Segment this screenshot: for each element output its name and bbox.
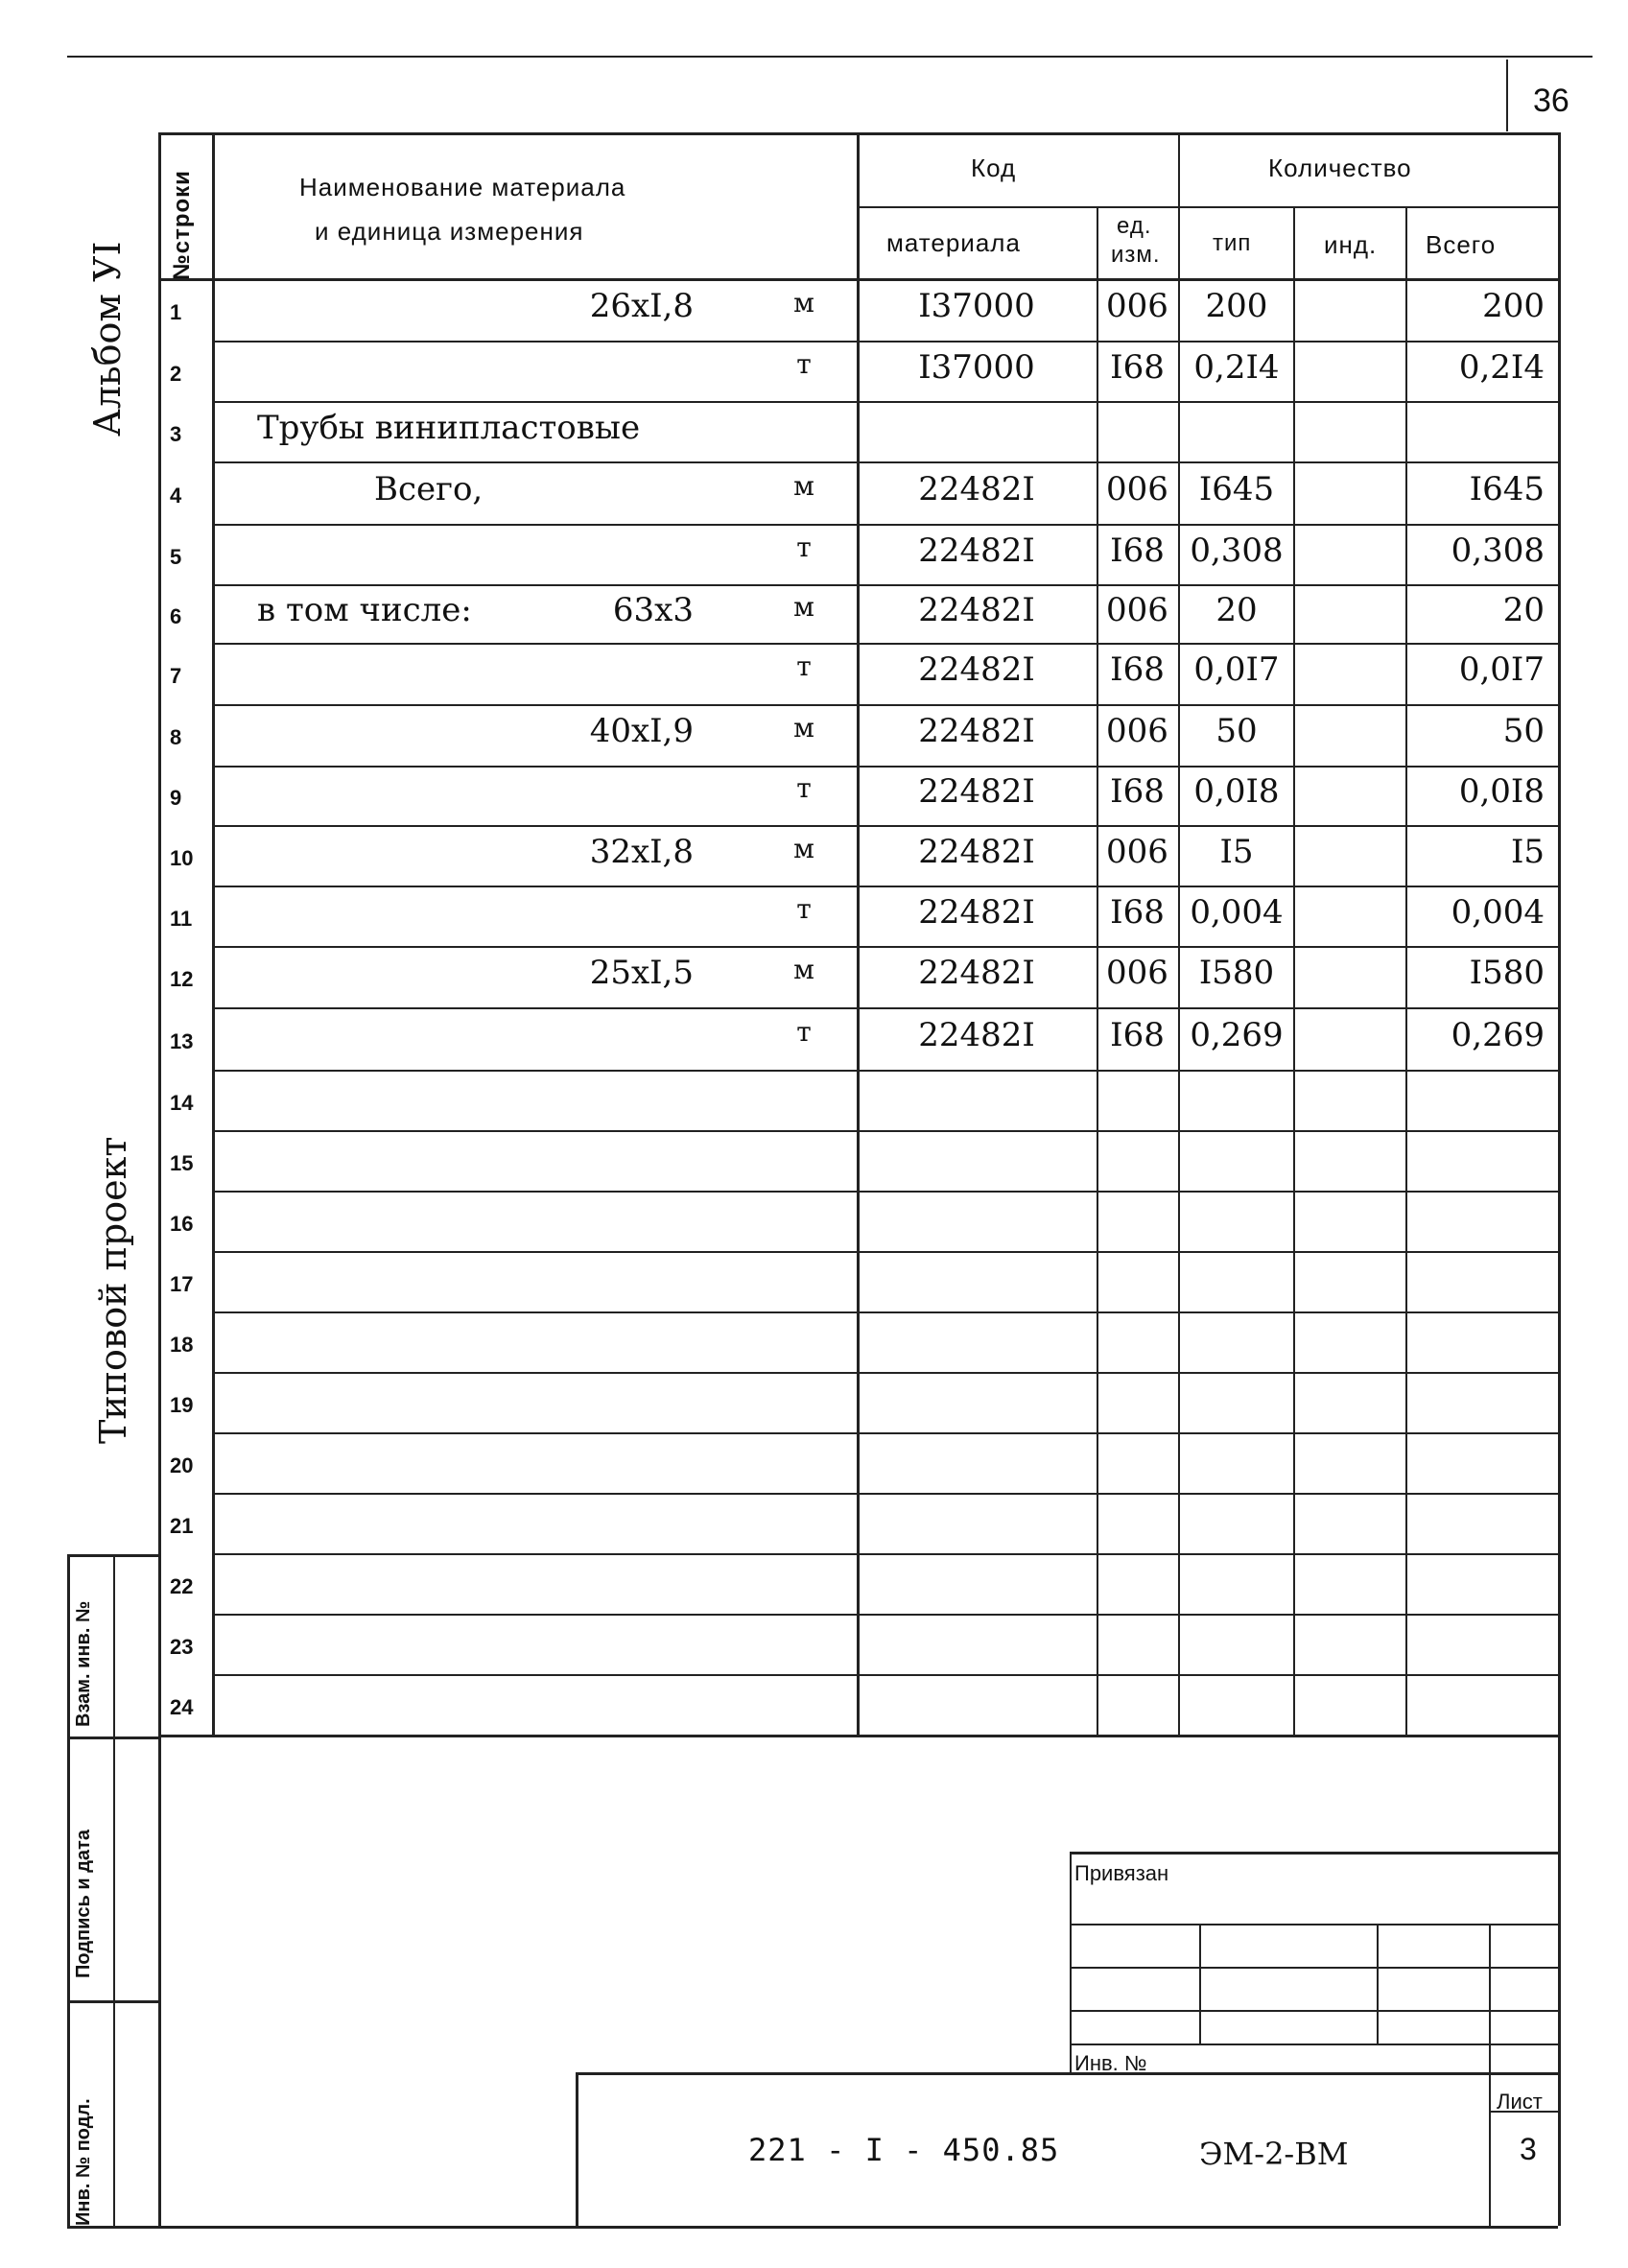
unit-code: 006 <box>1106 832 1168 871</box>
quantity-typ: 0,0I7 <box>1193 650 1280 689</box>
table-row-line <box>212 1191 1558 1193</box>
header-unit-line2: изм. <box>1111 242 1161 268</box>
row-number: 17 <box>170 1271 194 1296</box>
table-row-line <box>212 524 1558 526</box>
tb-bottom-left <box>576 2072 578 2226</box>
tb-top <box>1070 1852 1558 1855</box>
unit-symbol: т <box>796 347 812 380</box>
tb-col2 <box>1377 1924 1379 2044</box>
table-left-border <box>158 132 161 1735</box>
table-row-line <box>212 1251 1558 1253</box>
table-row-line <box>212 886 1558 887</box>
quantity-total: I5 <box>1510 832 1545 871</box>
quantity-typ: 0,308 <box>1190 531 1284 570</box>
material-size: 25xI,5 <box>589 954 694 992</box>
unit-code: I68 <box>1110 772 1165 811</box>
header-divider <box>857 206 1558 208</box>
frame-left <box>158 1735 161 2226</box>
quantity-total: 0,0I7 <box>1458 650 1545 689</box>
unit-symbol: т <box>796 892 812 925</box>
row-number: 9 <box>170 786 182 810</box>
table-row-line <box>212 766 1558 768</box>
table-row-line <box>212 1493 1558 1495</box>
frame-bottom <box>67 2226 1558 2229</box>
table-row-line <box>212 704 1558 706</box>
row-number: 11 <box>170 906 193 931</box>
material-size: 63x3 <box>612 590 694 629</box>
row-number: 22 <box>170 1573 194 1598</box>
header-typ: тип <box>1213 230 1252 256</box>
table-row-line <box>212 1674 1558 1676</box>
quantity-typ: I5 <box>1219 832 1254 871</box>
material-code: 22482I <box>918 712 1035 750</box>
header-ind: инд. <box>1324 230 1378 259</box>
table-row-line <box>212 1432 1558 1434</box>
quantity-total: 20 <box>1502 590 1545 629</box>
stamp-mid <box>113 1554 115 2226</box>
album-label: Альбом УI <box>86 241 129 437</box>
table-row-line <box>212 946 1558 948</box>
material-name: в том числе: <box>257 590 472 629</box>
typ-divider <box>1293 206 1295 1735</box>
material-code: I37000 <box>918 286 1035 325</box>
quantity-total: 0,2I4 <box>1458 347 1545 387</box>
table-row-line <box>212 1553 1558 1555</box>
tb-row2 <box>1070 1967 1558 1969</box>
header-material: материала <box>886 228 1021 257</box>
frame-right <box>1558 1735 1561 2226</box>
row-number: 7 <box>170 664 182 688</box>
material-code: I37000 <box>918 347 1035 387</box>
row-number: 18 <box>170 1332 194 1357</box>
stamp-top <box>67 1554 158 1557</box>
material-size: 26xI,8 <box>589 286 694 325</box>
header-total: Всего <box>1426 230 1497 259</box>
inv-label: Инв. № <box>1074 2051 1147 2075</box>
stamp-label-inv: Инв. № подл. <box>73 2098 94 2226</box>
row-number: 10 <box>170 845 194 870</box>
unit-symbol: т <box>796 531 812 563</box>
row-number: 24 <box>170 1694 194 1719</box>
ind-divider <box>1405 206 1407 1735</box>
unit-symbol: т <box>796 1015 812 1048</box>
material-code: 22482I <box>918 469 1035 508</box>
row-number: 16 <box>170 1211 194 1236</box>
unit-symbol: м <box>793 712 814 744</box>
row-number: 4 <box>170 483 182 508</box>
unit-code: 006 <box>1106 469 1168 508</box>
quantity-typ: I580 <box>1198 954 1275 992</box>
material-name: Всего, <box>374 469 484 508</box>
row-number: 15 <box>170 1150 194 1175</box>
quantity-typ: 0,004 <box>1190 892 1284 932</box>
material-code: 22482I <box>918 892 1035 932</box>
quantity-typ: 0,2I4 <box>1193 347 1280 387</box>
table-row-line <box>212 401 1558 403</box>
stamp-label-vzam: Взам. инв. № <box>73 1600 94 1727</box>
quantity-typ: 0,0I8 <box>1193 772 1280 811</box>
row-number: 20 <box>170 1453 194 1477</box>
header-name-line2: и единица измерения <box>315 217 584 246</box>
unit-symbol: м <box>793 832 814 864</box>
row-number: 19 <box>170 1392 194 1417</box>
tb-left <box>1070 1852 1072 2072</box>
row-number: 8 <box>170 725 182 749</box>
tb-row1 <box>1070 1924 1558 1925</box>
row-number: 14 <box>170 1090 194 1115</box>
header-name-line1: Наименование материала <box>299 173 626 201</box>
quantity-typ: I645 <box>1198 469 1275 508</box>
table-right-border <box>1558 132 1561 1735</box>
sheet-number-divider <box>1506 59 1508 131</box>
unit-symbol: м <box>793 954 814 985</box>
material-code: 22482I <box>918 590 1035 629</box>
tb-bottom-top <box>576 2072 1558 2075</box>
row-number: 6 <box>170 603 182 628</box>
header-code: Код <box>971 154 1017 182</box>
tb-sheet-divider <box>1489 2111 1558 2113</box>
sheet-number: 36 <box>1533 83 1569 119</box>
material-code: 22482I <box>918 531 1035 570</box>
unit-symbol: м <box>793 469 814 502</box>
unit-code: 006 <box>1106 590 1168 629</box>
header-unit-line1: ед. <box>1117 213 1152 239</box>
document-mark: ЭМ-2-ВМ <box>1199 2136 1349 2172</box>
material-name: Трубы винипластовые <box>257 408 641 447</box>
quantity-total: 0,004 <box>1451 892 1545 932</box>
material-size: 32xI,8 <box>589 832 694 871</box>
unit-symbol: м <box>793 286 814 319</box>
quantity-total: 0,308 <box>1451 531 1545 570</box>
quantity-total: I645 <box>1469 469 1545 508</box>
quantity-total: I580 <box>1469 954 1545 992</box>
unit-symbol: т <box>796 772 812 804</box>
unit-code: I68 <box>1110 892 1165 932</box>
unit-code: I68 <box>1110 347 1165 387</box>
row-number: 1 <box>170 299 182 324</box>
table-row-line <box>212 1007 1558 1009</box>
row-number: 13 <box>170 1028 194 1053</box>
unit-symbol: м <box>793 590 814 623</box>
header-rownum: №строки <box>169 170 195 280</box>
row-number: 2 <box>170 361 182 386</box>
row-number: 3 <box>170 421 182 446</box>
header-quantity: Количество <box>1268 154 1412 182</box>
row-number: 12 <box>170 967 194 991</box>
bound-label: Привязан <box>1074 1861 1169 1885</box>
tb-row4 <box>1070 2044 1558 2045</box>
unit-code: I68 <box>1110 650 1165 689</box>
tb-col1 <box>1199 1924 1201 2044</box>
material-code: 22482I <box>918 650 1035 689</box>
unit-code: 006 <box>1106 954 1168 992</box>
table-row-line <box>212 1311 1558 1313</box>
row-number: 23 <box>170 1634 194 1659</box>
material-code: 22482I <box>918 832 1035 871</box>
stamp-row2 <box>67 2000 158 2003</box>
row-number: 21 <box>170 1513 194 1538</box>
quantity-total: 200 <box>1482 286 1545 325</box>
row-number: 5 <box>170 544 182 569</box>
unit-code: I68 <box>1110 531 1165 570</box>
document-number: 221 - I - 450.85 <box>748 2132 1060 2168</box>
table-row-line <box>212 341 1558 343</box>
name-divider <box>857 132 860 1735</box>
quantity-typ: 0,269 <box>1190 1015 1284 1054</box>
table-row-line <box>212 461 1558 463</box>
unit-symbol: т <box>796 650 812 682</box>
table-row-line <box>212 584 1558 586</box>
sheet-value: 3 <box>1520 2132 1537 2166</box>
table-bottom-border <box>158 1735 1558 1737</box>
quantity-total: 0,269 <box>1451 1015 1545 1054</box>
unit-code: 006 <box>1106 286 1168 325</box>
sheet-label: Лист <box>1497 2090 1543 2114</box>
top-rule <box>67 56 1593 58</box>
material-size: 40xI,9 <box>589 712 694 750</box>
table-row-line <box>212 825 1558 827</box>
material-code: 22482I <box>918 1015 1035 1054</box>
table-row-line <box>212 1614 1558 1616</box>
unit-divider <box>1178 132 1180 1735</box>
material-divider <box>1097 206 1098 1735</box>
table-row-line <box>212 1070 1558 1072</box>
stamp-left <box>67 1554 70 2226</box>
table-row-line <box>212 643 1558 645</box>
stamp-label-sign: Подпись и дата <box>73 1830 94 1978</box>
unit-code: 006 <box>1106 712 1168 750</box>
material-code: 22482I <box>918 772 1035 811</box>
quantity-typ: 200 <box>1205 286 1268 325</box>
material-code: 22482I <box>918 954 1035 992</box>
stamp-row1 <box>67 1736 158 1739</box>
project-label: Типовой проект <box>92 1136 134 1444</box>
quantity-total: 50 <box>1502 712 1545 750</box>
tb-row3 <box>1070 2010 1558 2012</box>
rownum-divider <box>212 132 215 1735</box>
quantity-total: 0,0I8 <box>1458 772 1545 811</box>
quantity-typ: 50 <box>1215 712 1258 750</box>
table-row-line <box>212 1130 1558 1132</box>
quantity-typ: 20 <box>1215 590 1258 629</box>
table-row-line <box>212 1372 1558 1374</box>
unit-code: I68 <box>1110 1015 1165 1054</box>
